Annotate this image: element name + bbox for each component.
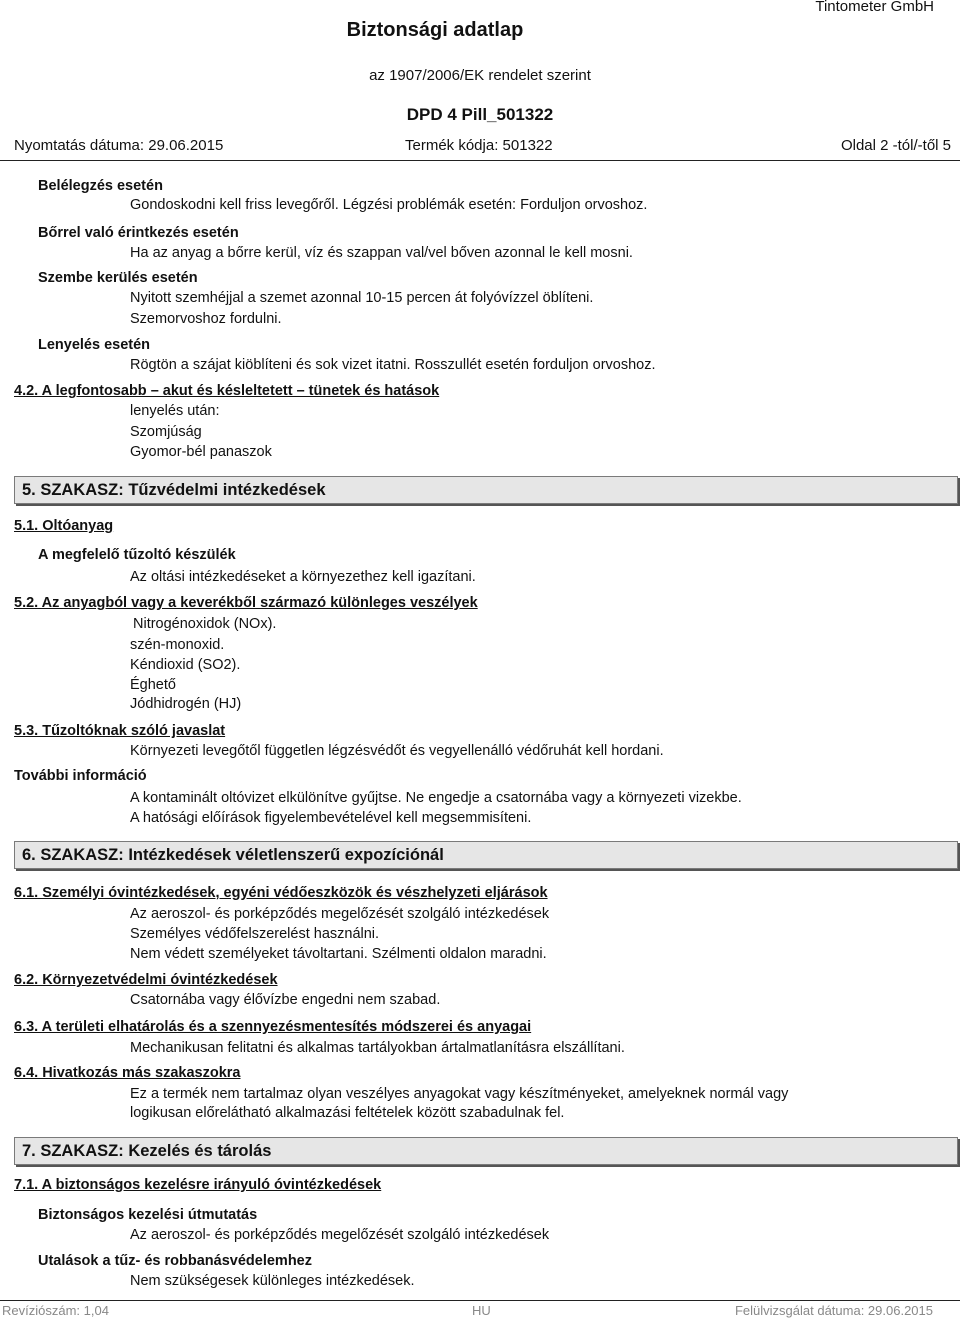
section-5-header xyxy=(14,476,958,504)
subsection-4-2-heading: 4.2. A legfontosabb – akut és késleltetett – tünetek és hatások xyxy=(14,383,440,399)
symptom-line-1: lenyelés után: xyxy=(130,403,220,419)
product-name: DPD 4 Pill_501322 xyxy=(406,105,554,124)
subsection-5-2-heading: 5.2. Az anyagból vagy a keverékből származó különleges veszélyek xyxy=(14,595,478,611)
symptom-line-3: Gyomor-bél panaszok xyxy=(130,444,272,460)
containment-text: Mechanikusan felitatni és alkalmas tartályokban ártalmatlanításra elszállítani. xyxy=(130,1040,625,1056)
section-7-header xyxy=(14,1137,958,1165)
further-info-text-1: A kontaminált oltóvizet elkülönítve gyűjtse. Ne engedje a csatornába vagy a környezeti vizekbe. xyxy=(130,790,742,806)
environmental-precaution-text: Csatornába vagy élővízbe engedni nem szabad. xyxy=(130,992,441,1008)
further-info-text-2: A hatósági előírások figyelembevételével kell megsemmisíteni. xyxy=(130,810,532,826)
symptom-line-2: Szomjúság xyxy=(130,424,202,440)
subsection-6-3-heading: 6.3. A területi elhatárolás és a szennyezésmentesítés módszerei és anyagai xyxy=(14,1019,532,1035)
page-number: Oldal 2 -tól/-től 5 xyxy=(840,137,951,154)
skin-heading: Bőrrel való érintkezés esetén xyxy=(38,225,239,241)
section-5-title: 5. SZAKASZ: Tűzvédelmi intézkedések xyxy=(22,481,326,499)
revision-number: Revíziószám: 1,04 xyxy=(2,1303,109,1318)
fire-protection-heading: Utalások a tűz- és robbanásvédelemhez xyxy=(38,1253,312,1269)
hazard-item: Jódhidrogén (HJ) xyxy=(130,696,242,712)
subsection-5-3-heading: 5.3. Tűzoltóknak szóló javaslat xyxy=(14,723,226,739)
language-code: HU xyxy=(472,1303,491,1318)
inhalation-text: Gondoskodni kell friss levegőről. Légzési problémák esetén: Forduljon orvoshoz. xyxy=(130,197,648,213)
regulation-subtitle: az 1907/2006/EK rendelet szerint xyxy=(369,67,591,84)
review-date: Felülvizsgálat dátuma: 29.06.2015 xyxy=(734,1303,933,1318)
fire-protection-text: Nem szükségesek különleges intézkedések. xyxy=(130,1273,415,1289)
reference-text-1: Ez a termék nem tartalmaz olyan veszélyes anyagokat vagy készítményeket, amelyeknek normál vagy xyxy=(130,1086,789,1102)
eye-heading: Szembe kerülés esetén xyxy=(38,270,198,286)
subsection-6-4-heading: 6.4. Hivatkozás más szakaszokra xyxy=(14,1065,241,1081)
further-info-heading: További információ xyxy=(14,768,147,784)
hazard-item: szén-monoxid. xyxy=(130,637,225,653)
eye-text-2: Szemorvoshoz fordulni. xyxy=(130,311,282,327)
section-7-title: 7. SZAKASZ: Kezelés és tárolás xyxy=(22,1142,272,1160)
inhalation-heading: Belélegzés esetén xyxy=(38,178,163,194)
personal-precaution-text-3: Nem védett személyeket távoltartani. Szélmenti oldalon maradni. xyxy=(130,946,547,962)
footer-divider xyxy=(0,1300,960,1301)
extinguisher-text: Az oltási intézkedéseket a környezethez kell igazítani. xyxy=(130,569,476,585)
ingestion-text: Rögtön a szájat kiöblíteni és sok vizet itatni. Rosszullét esetén forduljon orvoshoz. xyxy=(130,357,656,373)
eye-text-1: Nyitott szemhéjjal a szemet azonnal 10-15 percen át folyóvízzel öblíteni. xyxy=(130,290,594,306)
subsection-6-2-heading: 6.2. Környezetvédelmi óvintézkedések xyxy=(14,972,278,988)
hazard-item: Nitrogénoxidok (NOx). xyxy=(133,616,277,632)
personal-precaution-text-2: Személyes védőfelszerelést használni. xyxy=(130,926,380,942)
safe-handling-text: Az aeroszol- és porképződés megelőzését szolgáló intézkedések xyxy=(130,1227,550,1243)
document-title: Biztonsági adatlap xyxy=(346,19,524,41)
product-code: Termék kódja: 501322 xyxy=(405,137,553,154)
subsection-6-1-heading: 6.1. Személyi óvintézkedések, egyéni védőeszközök és vészhelyzeti eljárások xyxy=(14,885,548,901)
hazard-item: Kéndioxid (SO2). xyxy=(130,657,241,673)
ingestion-heading: Lenyelés esetén xyxy=(38,337,151,353)
reference-text-2: logikusan előrelátható alkalmazási feltételek között szabadulnak fel. xyxy=(130,1105,565,1121)
section-6-title: 6. SZAKASZ: Intézkedések véletlenszerű expozíciónál xyxy=(22,846,444,864)
safe-handling-heading: Biztonságos kezelési útmutatás xyxy=(38,1207,258,1223)
extinguisher-heading: A megfelelő tűzoltó készülék xyxy=(38,547,236,563)
hazard-item: Éghető xyxy=(130,677,176,693)
print-date: Nyomtatás dátuma: 29.06.2015 xyxy=(14,137,224,154)
personal-precaution-text-1: Az aeroszol- és porképződés megelőzését szolgáló intézkedések xyxy=(130,906,550,922)
company-name: Tintometer GmbH xyxy=(815,0,934,15)
skin-text: Ha az anyag a bőrre kerül, víz és szappan val/vel bőven azonnal le kell mosni. xyxy=(130,245,633,261)
section-6-header xyxy=(14,841,958,869)
subsection-5-1-heading: 5.1. Oltóanyag xyxy=(14,518,114,534)
header-divider xyxy=(0,160,960,161)
firefighter-advice-text: Környezeti levegőtől független légzésvédőt és vegyellenálló védőruhát kell hordani. xyxy=(130,743,664,759)
subsection-7-1-heading: 7.1. A biztonságos kezelésre irányuló óvintézkedések xyxy=(14,1177,382,1193)
